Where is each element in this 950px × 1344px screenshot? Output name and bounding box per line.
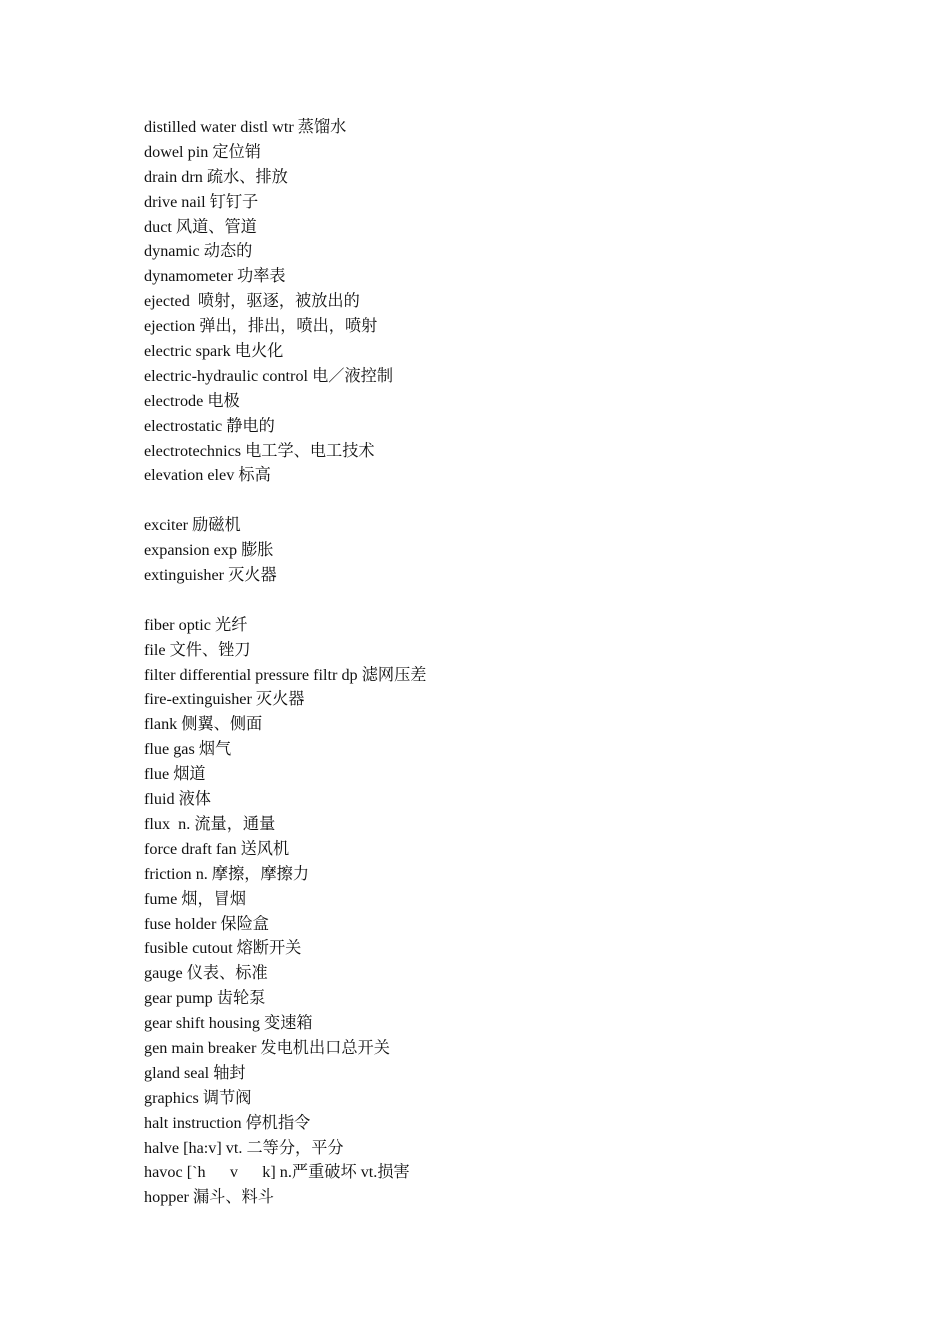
glossary-entry: fuse holder 保险盒 [144,914,269,933]
glossary-entry: gear pump 齿轮泵 [144,989,266,1008]
glossary-entry: graphics 调节阀 [144,1088,252,1107]
glossary-entry: fire-extinguisher 灭火器 [144,690,305,709]
glossary-entry: halt instruction 停机指令 [144,1113,311,1132]
glossary-entry: elevation elev 标高 [144,466,271,485]
glossary-entry: fume 烟，冒烟 [144,889,247,908]
glossary-entry: flue gas 烟气 [144,740,232,759]
glossary-entry: extinguisher 灭火器 [144,566,277,585]
glossary-entry: flux n. 流量，通量 [144,814,276,833]
glossary-entry: fluid 液体 [144,790,211,809]
glossary-entry: havoc [`h v k] n.严重破坏 vt.损害 [144,1163,410,1182]
glossary-entry: flank 侧翼、侧面 [144,715,263,734]
glossary-entry: fusible cutout 熔断开关 [144,939,302,958]
glossary-entry: gen main breaker 发电机出口总开关 [144,1038,390,1057]
glossary-entry: distilled water distl wtr 蒸馏水 [144,118,347,136]
blank-line [144,588,844,613]
glossary-entry: dynamic 动态的 [144,242,253,261]
glossary-entry: electrostatic 静电的 [144,416,275,435]
glossary-entry: drain drn 疏水、排放 [144,167,288,186]
glossary-entry: fiber optic 光纤 [144,615,248,634]
glossary-entry: ejection 弹出，排出，喷出，喷射 [144,317,378,336]
glossary-entry: electrotechnics 电工学、电工技术 [144,441,375,460]
glossary-entry: filter differential pressure filtr dp 滤网压差 [144,665,427,684]
blank-line [144,488,844,513]
glossary-entry: expansion exp 膨胀 [144,541,274,560]
glossary-entry: friction n. 摩擦，摩擦力 [144,864,310,883]
glossary-entry: exciter 励磁机 [144,516,241,535]
glossary-entry: hopper 漏斗、料斗 [144,1188,274,1207]
glossary-entry: dynamometer 功率表 [144,267,286,286]
glossary-entry: electric-hydraulic control 电／液控制 [144,366,394,385]
glossary-entry: electrode 电极 [144,391,240,410]
glossary-entry: dowel pin 定位销 [144,142,261,161]
glossary-entry: gear shift housing 变速箱 [144,1014,313,1033]
glossary-entry: force draft fan 送风机 [144,839,290,858]
glossary-entry: halve [ha:v] vt. 二等分，平分 [144,1138,344,1157]
glossary-entry: drive nail 钉钉子 [144,192,259,211]
glossary-entry: duct 风道、管道 [144,217,257,236]
glossary-entry: gauge 仪表、标准 [144,964,268,983]
glossary-entry: gland seal 轴封 [144,1063,246,1082]
glossary-entry: file 文件、锉刀 [144,640,251,659]
glossary-entry: electric spark 电火化 [144,342,284,361]
glossary-entry: ejected 喷射，驱逐，被放出的 [144,292,360,311]
glossary-entry: flue 烟道 [144,765,206,784]
glossary-list [144,115,844,1210]
